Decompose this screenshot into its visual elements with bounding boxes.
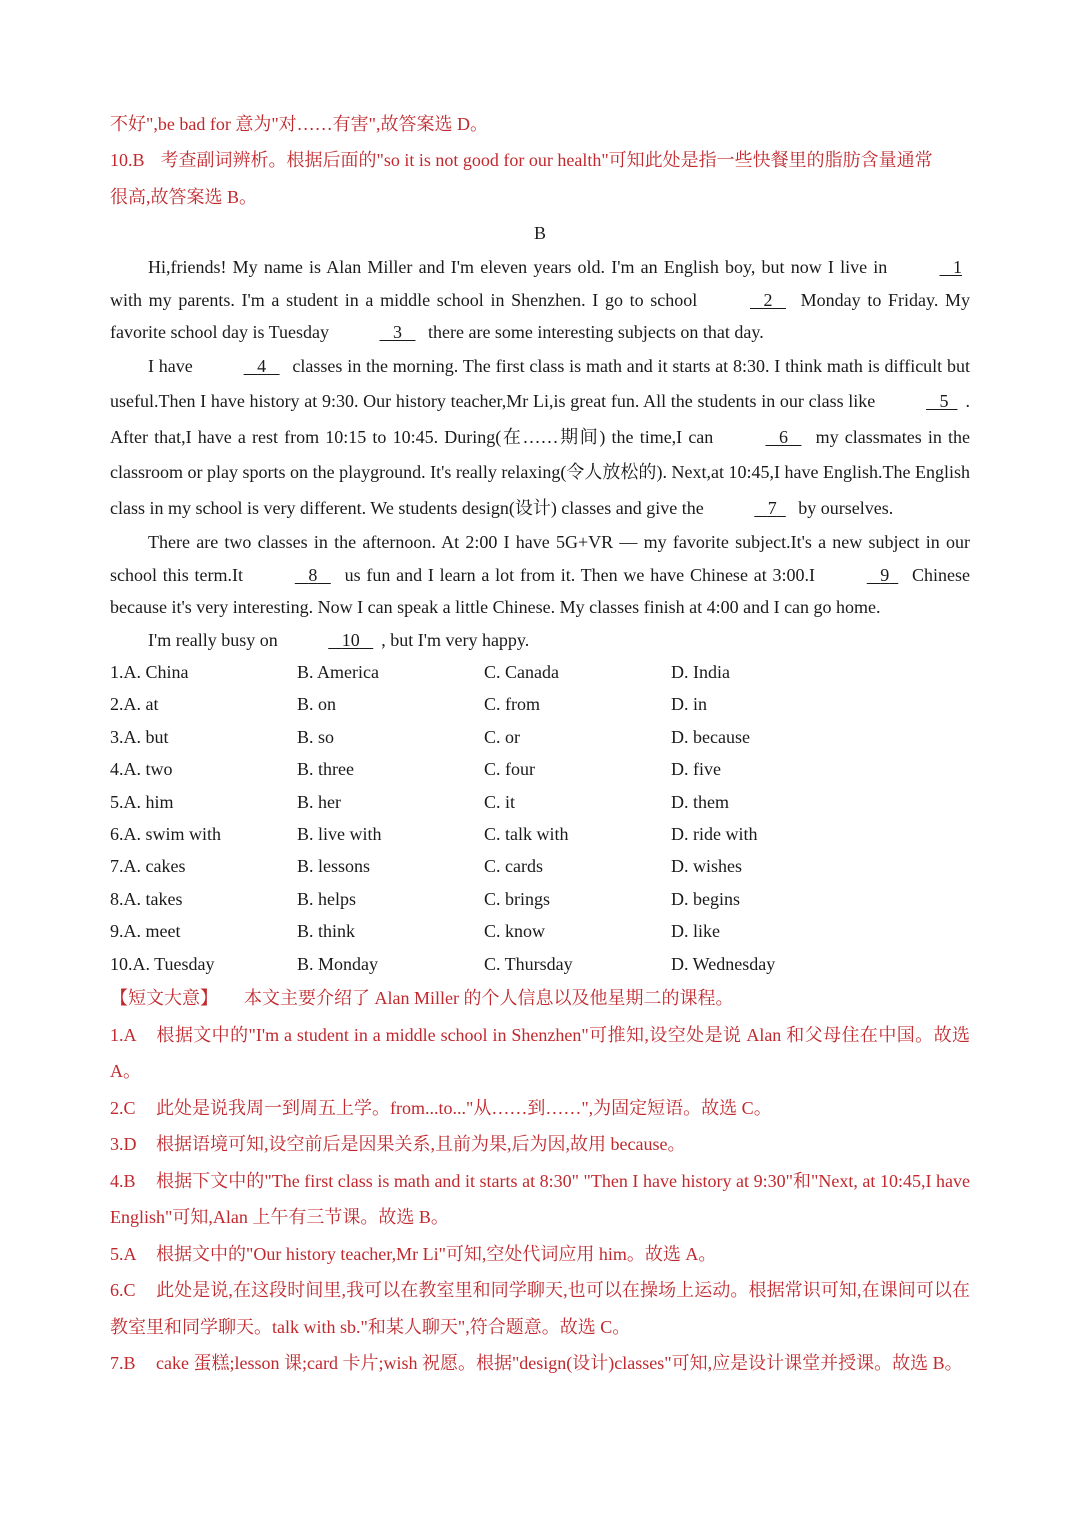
blank-5: 5 [939, 391, 949, 411]
options-row: 6.A. swim with B. live with C. talk with D. ride with [110, 824, 758, 845]
blank-3: 3 [392, 322, 402, 342]
summary-tag: 【短文大意】 [110, 988, 218, 1009]
blank-10: 10 [341, 629, 360, 650]
options-row: 3.A. but B. so C. or D. because [110, 726, 750, 747]
options-row: 7.A. cakes B. lessons C. cards D. wishes [110, 856, 742, 877]
passage-text: Monday to Friday. My favorite school day is Tuesday [110, 289, 971, 342]
explanation-item: 5.A 根据文中的"Our history teacher,Mr Li"可知,空处代词应用 him。故选 A。 [110, 1243, 717, 1264]
explanation-number: 10.B [110, 150, 145, 170]
summary-text: 本文主要介绍了 Alan Miller 的个人信息以及他星期二的课程。 [244, 988, 734, 1009]
passage-paragraph-1 [110, 251, 970, 349]
explanation-10 [110, 142, 970, 215]
blank-2: 2 [763, 289, 773, 310]
section-title: B [533, 223, 546, 243]
options-row: 4.A. two B. three C. four D. five [110, 759, 721, 780]
passage-text: Hi,friends! My name is Alan Miller and I'm eleven years old. I'm an English boy, but now I live in [148, 257, 888, 277]
explanation-item: 6.C 此处是说,在这段时间里,我可以在教室里和同学聊天,也可以在操场上运动。根据常识可知,在课间可以在教室里和同学聊天。talk with sb."和某人聊天",符合题意。故选 C。 [110, 1280, 970, 1337]
blank-8: 8 [308, 564, 318, 585]
options-row: 5.A. him B. her C. it D. them [110, 791, 729, 812]
blank-7: 7 [767, 497, 777, 518]
passage-text: classes in the morning. The first class is math and it starts at 8:30. I think math is difficult but useful.Then I have history at 9:30. Our history teacher,Mr Li,is great fun. All the students in our class like [110, 355, 970, 411]
blank-9: 9 [880, 564, 890, 585]
explanation-text: 考查副词辨析。根据后面的"so it is not good for our health"可知此处是指一些快餐里的脂肪含量通常 [160, 150, 933, 170]
explanations-list [110, 1017, 970, 1382]
options-row: 2.A. at B. on C. from D. in [110, 694, 707, 715]
summary [110, 980, 970, 1017]
explanation-item: 4.B 根据下文中的"The first class is math and it starts at 8:30" "Then I have history at 9:30"和"Next, at 10:45,I have English"可知,Alan 上午有三节课。故选 B。 [110, 1170, 970, 1228]
cloze-passage [110, 251, 970, 656]
passage-text: I'm really busy on [148, 629, 278, 650]
passage-text: Chinese because it's very interesting. Now I can speak a little Chinese. My classes finish at 4:00 and I can go home. [110, 564, 971, 617]
passage-text: my classmates in the classroom or play sports on the playground. It's really relaxing(令人放松的). Next,at 10:45,I have English.The English class in my school is very different. We students design(设计) classes and give the [110, 426, 971, 518]
passage-paragraph-2 [110, 349, 970, 527]
options-row: 10.A. Tuesday B. Monday C. Thursday D. Wednesday [110, 953, 776, 974]
passage-text: us fun and I learn a lot from it. Then we have Chinese at 3:00.I [344, 564, 815, 585]
explanation-item: 7.B cake 蛋糕;lesson 课;card 卡片;wish 祝愿。根据"design(设计)classes"可知,应是设计课堂并授课。故选 B。 [110, 1353, 963, 1374]
blank-6: 6 [778, 426, 788, 447]
blank-1: 1 [953, 257, 963, 277]
document-page [110, 106, 970, 1382]
options-row: 9.A. meet B. think C. know D. like [110, 921, 720, 942]
passage-text: There are two classes in the afternoon. At 2:00 I have 5G+VR — my favorite subject.It's a new subject in our school this term.It [110, 532, 970, 585]
explanation-text-cont: 很高,故答案选 B。 [110, 186, 258, 207]
explanation-item: 1.A 根据文中的"I'm a student in a middle school in Shenzhen"可推知,设空处是说 Alan 和父母住在中国。故选 A。 [110, 1024, 970, 1082]
passage-text: I have [148, 355, 193, 376]
passage-text: , but I'm very happy. [381, 629, 530, 650]
options-row: 8.A. takes B. helps C. brings D. begins [110, 888, 740, 909]
passage-text: there are some interesting subjects on that day. [427, 322, 764, 342]
explanation-item: 3.D 根据语境可知,设空前后是因果关系,且前为果,后为因,故用 because。 [110, 1134, 686, 1155]
passage-text: with my parents. I'm a student in a middle school in Shenzhen. I go to school [110, 289, 698, 310]
passage-text: . After that,I have a rest from 10:15 to 10:45. During(在……期间) the time,I can [110, 391, 971, 447]
explanation-item: 2.C 此处是说我周一到周五上学。from...to..."从……到……",为固定短语。故选 C。 [110, 1097, 772, 1118]
passage-text: by ourselves. [798, 497, 894, 518]
prev-explanation-tail: 不好",be bad for 意为"对……有害",故答案选 D。 [110, 114, 489, 134]
passage-paragraph-4 [110, 624, 970, 657]
options-list [110, 656, 970, 980]
passage-paragraph-3 [110, 526, 970, 624]
options-row: 1.A. China B. America C. Canada D. India [110, 662, 730, 682]
blank-4: 4 [257, 355, 267, 376]
